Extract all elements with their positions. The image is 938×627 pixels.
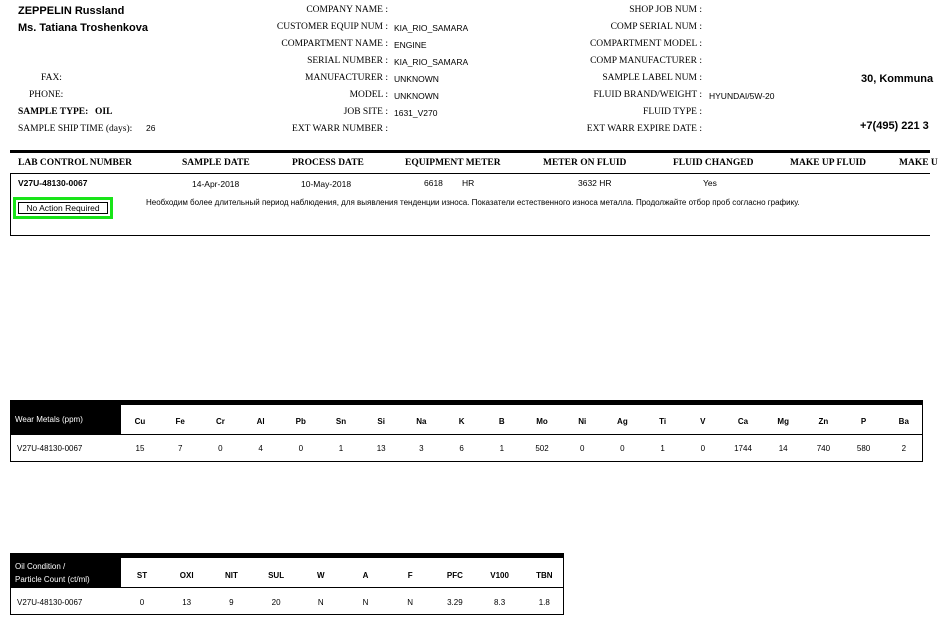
equipment-meter-value: 6618 [424, 178, 443, 188]
comp-label-shop-job-num: SHOP JOB NUM : [629, 5, 702, 15]
lab-comment: Необходим более длительный период наблюдения, для выявления тенденции износа. Показатели естественного износа металла. Продолжайте отбор проб согласно графику. [146, 198, 800, 207]
sample-type-label: SAMPLE TYPE: [18, 107, 89, 117]
oil-condition-col-f: F [407, 571, 413, 580]
oil-condition-col-a: A [362, 571, 369, 580]
oil-condition-col-sul: SUL [268, 571, 285, 580]
equip-value-job-site: 1631_V270 [394, 108, 438, 118]
wear-metals-value-ti: 1 [660, 444, 665, 453]
oil-condition-value-oxi: 13 [182, 598, 192, 607]
oil-condition-col-nit: NIT [224, 571, 238, 580]
wear-metals-col-na: Na [416, 417, 427, 426]
col-header-meter-on-fluid: METER ON FLUID [543, 158, 627, 168]
col-header-make-up-cut: MAKE U [899, 158, 938, 168]
equip-value-compartment-name: ENGINE [394, 40, 427, 50]
comp-label-comp-serial-num: COMP SERIAL NUM : [610, 22, 702, 32]
comp-value-fluid-brand-weight: HYUNDAI/5W-20 [709, 91, 775, 101]
col-header-process-date: PROCESS DATE [292, 158, 364, 168]
fluid-changed: Yes [703, 178, 717, 188]
oil-condition-col-oxi: OXI [179, 571, 194, 580]
comp-label-fluid-brand-weight: FLUID BRAND/WEIGHT : [593, 90, 702, 100]
wear-metals-value-al: 4 [258, 444, 263, 453]
ship-time-label: SAMPLE SHIP TIME (days): [18, 124, 133, 134]
equip-label-customer-equip-num: CUSTOMER EQUIP NUM : [276, 22, 388, 32]
equip-label-company-name: COMPANY NAME : [306, 5, 388, 15]
wear-metals-col-fe: Fe [175, 417, 185, 426]
equip-label-ext-warr-number: EXT WARR NUMBER : [292, 124, 388, 134]
wear-metals-value-v: 0 [700, 444, 706, 453]
oil-condition-value-f: N [407, 598, 414, 607]
equip-value-customer-equip-num: KIA_RIO_SAMARA [394, 23, 469, 33]
wear-metals-value-pb: 0 [298, 444, 304, 453]
wear-metals-col-v: V [700, 417, 706, 426]
process-date: 10-May-2018 [301, 179, 352, 189]
wear-metals-col-cu: Cu [134, 417, 146, 426]
lab-control-top-rule [10, 150, 930, 153]
wear-metals-col-al: Al [256, 417, 265, 426]
oil-condition-value-pfc: 3.29 [447, 598, 463, 607]
wear-metals-value-mo: 502 [535, 444, 549, 453]
sample-type-value: OIL [95, 107, 113, 117]
wear-metals-col-k: K [458, 417, 465, 426]
wear-metals-col-ca: Ca [737, 417, 749, 426]
wear-metals-col-zn: Zn [818, 417, 829, 426]
address-fragment: 30, Kommuna [861, 73, 934, 85]
oil-condition-value-w: N [317, 598, 324, 607]
wear-metals-col-ag: Ag [617, 417, 628, 426]
col-header-equipment-meter: EQUIPMENT METER [405, 158, 501, 168]
wear-metals-col-ba: Ba [898, 417, 909, 426]
col-header-make-up-fluid: MAKE UP FLUID [790, 158, 866, 168]
wear-metals-value-si: 13 [376, 444, 386, 453]
wear-metals-value-ba: 2 [901, 444, 907, 453]
wear-metals-value-cu: 15 [135, 444, 145, 453]
equip-label-model: MODEL : [349, 90, 388, 100]
oil-condition-label-cell [11, 558, 121, 588]
lab-control-bottom-rule [10, 235, 930, 236]
status-badge-label: No Action Required [18, 202, 108, 214]
equip-label-manufacturer: MANUFACTURER : [305, 73, 388, 83]
wear-metals-col-p: P [860, 417, 867, 426]
equipment-meter-unit: HR [462, 178, 475, 188]
col-header-sample-date: SAMPLE DATE [182, 158, 250, 168]
wear-metals-label-cell [11, 405, 121, 435]
ship-time-value: 26 [146, 123, 156, 133]
wear-metals-value-na: 3 [419, 444, 424, 453]
meter-on-fluid: 3632 HR [578, 178, 612, 188]
oil-condition-col-w: W [317, 571, 325, 580]
comp-label-ext-warr-expire-date: EXT WARR EXPIRE DATE : [586, 124, 702, 134]
wear-metals-value-b: 1 [499, 444, 505, 453]
oil-condition-value-sul: 20 [271, 598, 281, 607]
wear-metals-value-k: 6 [459, 444, 464, 453]
oil-condition-col-v100: V100 [490, 571, 509, 580]
oil-condition-col-pfc: PFC [446, 571, 463, 580]
oil-condition-value-st: 0 [139, 598, 145, 607]
wear-metals-col-pb: Pb [295, 417, 306, 426]
wear-metals-value-ca: 1744 [734, 444, 752, 453]
oil-condition-value-tbn: 1.8 [538, 598, 550, 607]
col-header-fluid-changed: FLUID CHANGED [673, 158, 754, 168]
status-badge [13, 197, 113, 219]
wear-metals-col-b: B [498, 417, 505, 426]
oil-condition-value-v100: 8.3 [494, 598, 506, 607]
wear-metals-col-ni: Ni [578, 417, 587, 426]
wear-metals-value-cr: 0 [218, 444, 223, 453]
oil-condition-label-line2: Particle Count (ct/ml) [15, 575, 90, 584]
wear-metals-value-ni: 0 [579, 444, 585, 453]
wear-metals-value-fe: 7 [177, 444, 183, 453]
lab-control-number: V27U-48130-0067 [18, 178, 88, 188]
contact-name: Ms. Tatiana Troshenkova [18, 22, 149, 34]
lab-control-header-rule [10, 173, 930, 174]
wear-metals-col-si: Si [377, 417, 385, 426]
wear-metals-top-bar [11, 401, 922, 405]
oil-condition-label-line1: Oil Condition / [15, 562, 66, 571]
oil-condition-value-a: N [362, 598, 369, 607]
equip-value-serial-number: KIA_RIO_SAMARA [394, 57, 469, 67]
wear-metals-value-ag: 0 [620, 444, 625, 453]
wear-metals-col-ti: Ti [659, 417, 667, 426]
equip-label-serial-number: SERIAL NUMBER : [307, 56, 388, 66]
wear-metals-label: Wear Metals (ppm) [15, 415, 83, 424]
oil-condition-header-rule [11, 587, 563, 588]
equip-label-compartment-name: COMPARTMENT NAME : [281, 39, 388, 49]
wear-metals-value-mg: 14 [778, 444, 788, 453]
phone-label: PHONE: [29, 90, 64, 100]
wear-metals-col-cr: Cr [215, 417, 225, 426]
oil-condition-table [10, 553, 564, 615]
wear-metals-table [10, 400, 923, 462]
wear-metals-col-sn: Sn [335, 417, 347, 426]
fax-label: FAX: [41, 73, 62, 83]
comp-label-fluid-type: FLUID TYPE : [643, 107, 702, 117]
oil-condition-col-tbn: TBN [536, 571, 553, 580]
wear-metals-col-mo: Mo [536, 417, 548, 426]
wear-metals-value-p: 580 [856, 444, 871, 453]
comp-label-compartment-model: COMPARTMENT MODEL : [589, 39, 702, 49]
wear-metals-header-rule [11, 434, 922, 435]
phone-fragment: +7(495) 221 3 [860, 120, 929, 132]
col-header-lab-control-number: LAB CONTROL NUMBER [18, 158, 133, 168]
sample-date: 14-Apr-2018 [192, 179, 240, 189]
wear-metals-value-sn: 1 [338, 444, 344, 453]
oil-condition-value-nit: 9 [229, 598, 234, 607]
company-name: ZEPPELIN Russland [18, 5, 125, 17]
wear-metals-row-id: V27U-48130-0067 [17, 444, 83, 453]
equip-value-manufacturer: UNKNOWN [394, 74, 439, 84]
oil-condition-col-st: ST [136, 571, 148, 580]
comp-label-sample-label-num: SAMPLE LABEL NUM : [602, 73, 702, 83]
wear-metals-col-mg: Mg [777, 417, 789, 426]
equip-value-model: UNKNOWN [394, 91, 439, 101]
comp-label-comp-manufacturer: COMP MANUFACTURER : [590, 56, 702, 66]
oil-condition-row-id: V27U-48130-0067 [17, 598, 83, 607]
lab-control-left-border [10, 173, 11, 236]
equip-label-job-site: JOB SITE : [343, 107, 388, 117]
wear-metals-value-zn: 740 [816, 444, 831, 453]
